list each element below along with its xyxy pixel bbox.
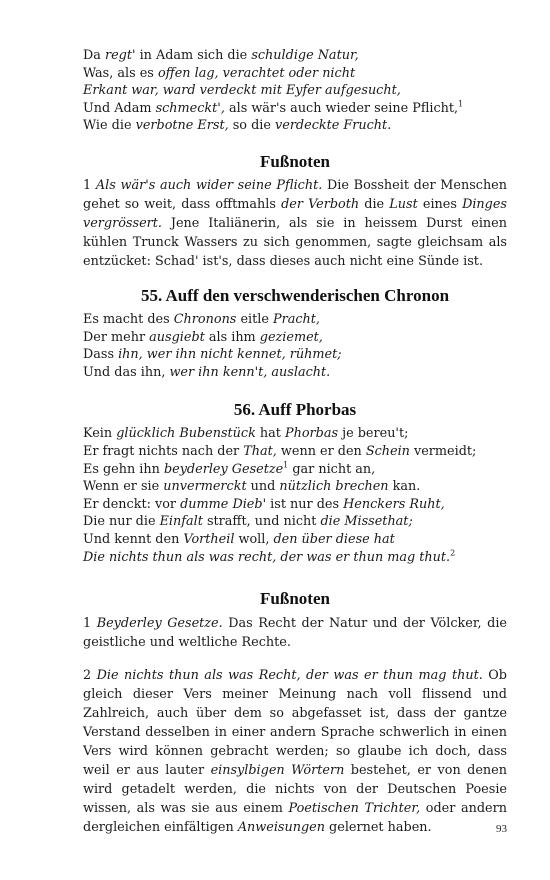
italic-text: ihn, wer ihn nicht kennet, rühmet; (118, 347, 342, 363)
italic-text: Chronons (173, 311, 237, 327)
poem-56 (83, 425, 507, 566)
poem-title-56: 56. Auff Phorbas (233, 400, 357, 420)
text-run: so die (228, 118, 276, 134)
text-run: Die Bossheit der Menschen gehet so weit, dass offtmahls (83, 177, 507, 212)
italic-text: Die nichts thun als was Recht, der was er thun mag thut. (96, 668, 483, 684)
verse-line (83, 478, 507, 496)
text-run: bestehet, er von denen wird getadelt werden, die nichts von der Deutschen Poesie wissen, als was sie aus einem (83, 763, 507, 817)
italic-text: That, (243, 443, 277, 459)
italic-text: schmeckt', (155, 100, 225, 116)
verse-line (83, 531, 507, 549)
text-run: strafft, und nicht (202, 514, 321, 530)
text-run: Er denckt: vor (83, 496, 181, 512)
text-run: Es macht des (83, 311, 174, 327)
text-run: ist nur des (266, 496, 344, 512)
verse-line (83, 496, 507, 514)
verse-line (83, 364, 507, 382)
text-run: Die nur die (83, 514, 160, 530)
italic-text: die Missethat; (320, 514, 413, 530)
italic-text: dumme Dieb' (180, 496, 267, 512)
text-run: in Adam sich die (135, 48, 252, 63)
italic-text: Schein (365, 443, 410, 459)
italic-text: Henckers Ruht, (343, 496, 445, 512)
text-run: woll, (234, 531, 274, 547)
text-run: die (359, 196, 390, 212)
italic-text: geziemet, (259, 329, 323, 345)
text-run: je bereu't; (338, 426, 409, 442)
italic-text: Phorbas (285, 426, 339, 442)
italic-text: Beyderley Gesetze. (96, 616, 223, 632)
text-run: Und Adam (83, 100, 156, 116)
italic-text: Vortheil (183, 531, 235, 547)
verse-line (83, 100, 507, 118)
verse-line (83, 82, 507, 100)
text-run: eines (417, 196, 463, 212)
italic-text: Pracht, (273, 311, 320, 327)
verse-line (83, 461, 507, 479)
italic-text: glücklich Bubenstück (116, 426, 256, 442)
footnote-ref: 2 (450, 548, 456, 558)
text-run: Dass (83, 347, 119, 363)
text-run: 1 (83, 177, 96, 193)
footnote-1 (83, 614, 507, 652)
text-run: 2 (83, 668, 97, 684)
verse-line (83, 117, 507, 135)
text-run: Jene Italiänerin, als sie in heissem Durst einen kühlen Trunck Wassers zu sich genommen, sagte gleichsam als entzücket: Schad' ist's, dass dieses auch nicht eine Sünde ist. (83, 215, 507, 269)
text-run: Da (83, 48, 105, 63)
text-run: wenn er den (276, 443, 366, 459)
text-run: hat (255, 426, 285, 442)
text-run: Kein (83, 426, 117, 442)
verse-line (83, 311, 507, 329)
verse-line (83, 65, 507, 83)
verse-line (83, 47, 507, 65)
italic-text: verbotne Erst, (135, 118, 229, 134)
text-run: Das Recht der Natur und der Völcker, die geistliche und weltliche Rechte. (83, 616, 507, 651)
text-run: Was, als es (83, 65, 158, 81)
text-run: Ob gleich dieser Vers meiner Meinung nach voll flissend und Zahlreich, auch über dem so abgefasset ist, dass der gantze Verstand desselben in einer andern Sprache schwerlich in einen Vers wird können gebracht werden; so glaube ich doch, dass weil er aus lauter (83, 668, 507, 779)
footnotes-heading: Fußnoten (260, 589, 330, 609)
text-run: 1 (83, 616, 97, 632)
verse-line (83, 425, 507, 443)
text-run: Wie die (83, 118, 136, 134)
text-run: als wär's auch wieder seine Pflicht, (224, 100, 459, 116)
text-run: Der mehr (83, 329, 150, 345)
italic-text: Lust (389, 196, 418, 212)
italic-text: wer ihn kenn't, auslacht. (169, 364, 331, 380)
text-run: vermeidt; (409, 443, 477, 459)
footnote-2 (83, 666, 507, 837)
italic-text: Poetischen Trichter, (288, 801, 421, 817)
page-content (83, 47, 507, 837)
text-run: Er fragt nichts nach der (83, 443, 244, 459)
italic-text: beyderley Gesetze (163, 461, 284, 477)
verse-line (83, 346, 507, 364)
italic-text: ausgiebt (149, 329, 205, 345)
verse-line (83, 443, 507, 461)
text-run: kan. (388, 479, 421, 495)
italic-text: nützlich brechen (279, 479, 389, 495)
italic-text: unvermerckt (163, 479, 247, 495)
poem-55 (83, 311, 507, 381)
text-run: Es gehn ihn (83, 461, 164, 477)
italic-text: Als wär's auch wider seine Pflicht. (95, 177, 323, 193)
verse-line (83, 513, 507, 531)
text-run: Wenn er sie (83, 479, 164, 495)
text-run: eitle (236, 311, 274, 327)
poem-title-55: 55. Auff den verschwenderischen Chronon (140, 285, 450, 305)
italic-text: Anweisungen (237, 820, 325, 836)
footnote-ref: 1 (283, 460, 289, 470)
footnote-1 (83, 176, 507, 271)
text-run: und (246, 479, 280, 495)
italic-text: verdeckte Frucht. (275, 118, 392, 134)
italic-text: Erkant war, ward verdeckt mit Eyfer aufgesucht, (83, 83, 401, 99)
italic-text: Die nichts thun als was recht, der was er thun mag thut. (83, 549, 451, 565)
footnotes-heading: Fußnoten (260, 151, 330, 171)
footnote-ref: 1 (458, 99, 464, 109)
text-run: gar nicht an, (288, 461, 376, 477)
italic-text: einsylbigen Wörtern (210, 763, 345, 779)
verse-line (83, 329, 507, 347)
italic-text: offen lag, verachtet oder nicht (157, 65, 356, 81)
text-run: als ihm (204, 329, 260, 345)
text-run: gelernet haben. (324, 820, 432, 836)
italic-text: der Verboth (281, 196, 360, 212)
text-run: Und kennt den (83, 531, 184, 547)
verse-line (83, 549, 507, 567)
italic-text: den über diese hat (273, 531, 395, 547)
italic-text: regt' (104, 48, 136, 63)
poem-intro (83, 47, 507, 135)
italic-text: Dinges vergrössert. (83, 196, 507, 231)
text-run: Und das ihn, (83, 364, 170, 380)
text-run: oder andern dergleichen einfältigen (83, 801, 507, 836)
italic-text: schuldige Natur, (251, 48, 359, 63)
italic-text: Einfalt (159, 514, 203, 530)
page-number: 93 (496, 823, 507, 835)
